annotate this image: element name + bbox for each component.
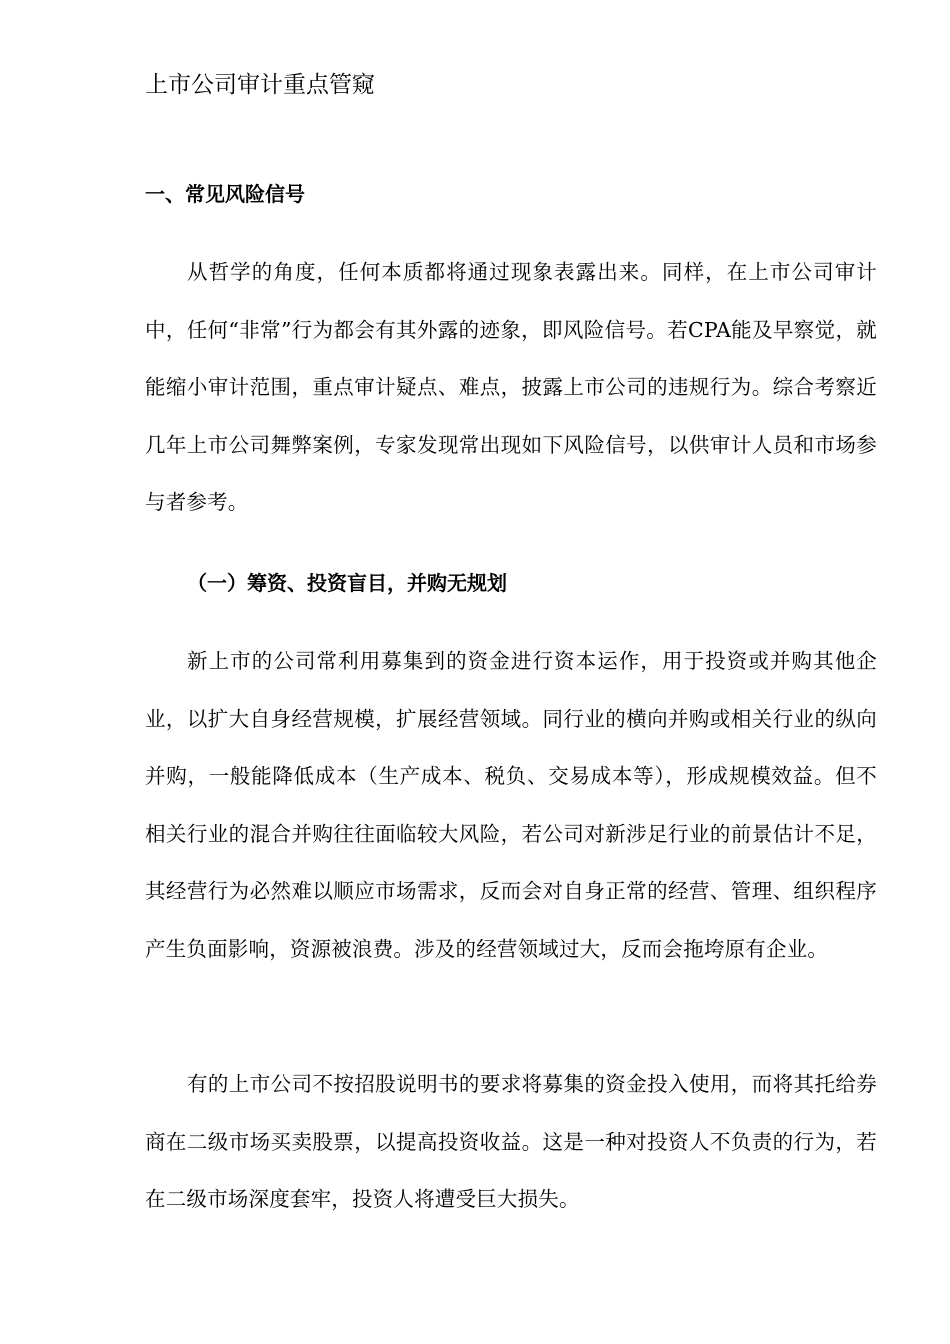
paragraph-intro: 从哲学的角度，任何本质都将通过现象表露出来。同样，在上市公司审计中，任何“非常”行为都会有其外露的迹象，即风险信号。若CPA能及早察觉，就能缩小审计范围，重点审计疑点、难点，披露上市公司的违规行为。综合考察近几年上市公司舞弊案例，专家发现常出现如下风险信号，以供审计人员和市场参与者参考。 [145, 260, 877, 514]
section-heading: 一、常见风险信号 [145, 182, 305, 206]
paragraph-mergers: 新上市的公司常利用募集到的资金进行资本运作，用于投资或并购其他企业，以扩大自身经营规模，扩展经营领域。同行业的横向并购或相关行业的纵向并购，一般能降低成本（生产成本、税负、交易成本等），形成规模效益。但不相关行业的混合并购往往面临较大风险，若公司对新涉足行业的前景估计不足，其经营行为必然难以顺应市场需求，反而会对自身正常的经营、管理、组织程序产生负面影响，资源被浪费。涉及的经营领域过大，反而会拖垮原有企业。 [145, 649, 877, 961]
document-title: 上市公司审计重点管窥 [145, 72, 375, 98]
paragraph-fund-misuse: 有的上市公司不按招股说明书的要求将募集的资金投入使用，而将其托给券商在二级市场买卖股票，以提高投资收益。这是一种对投资人不负责的行为，若在二级市场深度套牢，投资人将遭受巨大损失。 [145, 1072, 877, 1211]
subsection-heading: （一）筹资、投资盲目，并购无规划 [187, 571, 507, 595]
